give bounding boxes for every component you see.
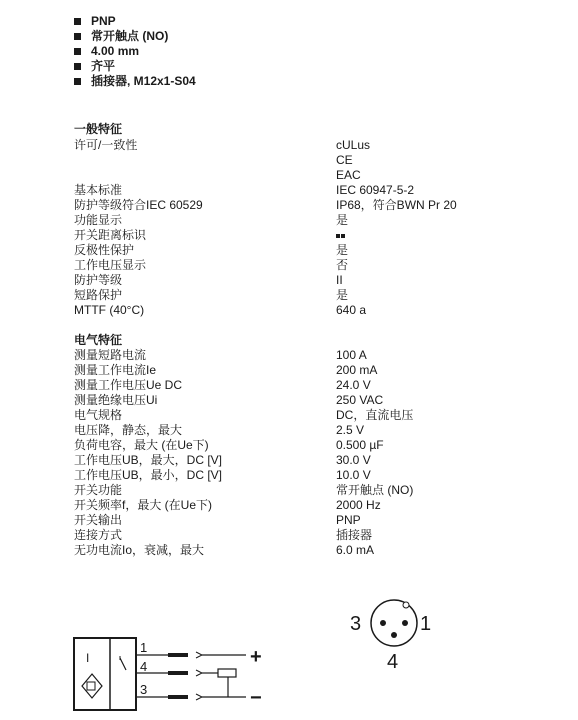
spec-label: MTTF (40°C) xyxy=(74,303,145,317)
spec-label: 工作电压UB，最大，DC [V] xyxy=(74,453,223,467)
spec-label: 工作电压UB，最小，DC [V] xyxy=(74,468,223,482)
spec-row xyxy=(74,288,554,303)
spec-row xyxy=(74,198,554,213)
approval-value: CE xyxy=(336,153,353,167)
spec-row xyxy=(74,243,554,258)
spec-value: 2.5 V xyxy=(336,423,365,437)
feature-item: 常开触点 (NO) xyxy=(74,29,474,44)
spec-value: 插接器 xyxy=(336,528,373,542)
connector-pinout-diagram xyxy=(340,592,440,674)
bullet-square-icon xyxy=(74,33,81,40)
electrical-spec-table xyxy=(74,348,554,558)
sensor-body xyxy=(74,638,136,710)
general-spec-table xyxy=(74,183,554,318)
spec-label: 开关频率f，最大 (在Ue下) xyxy=(74,498,213,512)
plus-terminal-label: + xyxy=(250,646,262,668)
spec-label: 防护等级符合IEC 60529 xyxy=(74,198,203,212)
spec-row xyxy=(74,228,554,243)
spec-value: 常开触点 (NO) xyxy=(336,483,414,497)
pin-1-label: 1 xyxy=(420,613,432,635)
pin-4-dot xyxy=(391,632,397,638)
wire-label-3: 3 xyxy=(140,682,148,697)
wiring-diagram xyxy=(70,636,280,720)
connector-key-notch xyxy=(403,602,409,608)
bullet-square-icon xyxy=(74,63,81,70)
spec-row xyxy=(74,303,554,318)
spec-row xyxy=(74,183,554,198)
spec-label: 电压降，静态，最大 xyxy=(74,423,183,437)
spec-label: 开关功能 xyxy=(74,483,123,497)
spec-label: 电气规格 xyxy=(74,408,123,422)
approval-value: cULus xyxy=(336,138,371,152)
spec-value: 是 xyxy=(336,288,349,302)
spec-value: 是 xyxy=(336,243,349,257)
pin-3-label: 3 xyxy=(350,613,362,635)
general-table xyxy=(74,138,554,153)
spec-label: 无功电流Io，衰减，最大 xyxy=(74,543,205,557)
spec-row xyxy=(74,498,554,513)
pin-1-dot xyxy=(402,620,408,626)
spec-row xyxy=(74,213,554,228)
spec-value: DC，直流电压 xyxy=(336,408,414,422)
feature-item: 4.00 mm xyxy=(74,44,474,59)
general-section-title: 一般特征 xyxy=(74,122,123,136)
spec-label: 开关输出 xyxy=(74,513,123,527)
spec-row xyxy=(74,513,554,528)
spec-row xyxy=(74,348,554,363)
spec-value: 10.0 V xyxy=(336,468,371,482)
spec-row xyxy=(74,408,554,423)
spec-label: 防护等级 xyxy=(74,273,123,287)
spec-row xyxy=(74,483,554,498)
wire-label-4: 4 xyxy=(140,659,148,674)
spec-label: 反极性保护 xyxy=(74,243,135,257)
spec-value: IEC 60947-5-2 xyxy=(336,183,415,197)
spec-row xyxy=(74,393,554,408)
spec-value: 640 a xyxy=(336,303,367,317)
spec-value: 6.0 mA xyxy=(336,543,375,557)
pin-3-dot xyxy=(380,620,386,626)
pin-4-label: 4 xyxy=(387,651,399,673)
spec-row xyxy=(74,363,554,378)
spec-row xyxy=(74,453,554,468)
spec-label: 开关距离标识 xyxy=(74,228,147,242)
switching-distance-marker-icon xyxy=(336,228,346,243)
spec-label: 负荷电容，最大 (在Ue下) xyxy=(74,438,209,452)
switch-contact-icon xyxy=(120,658,126,670)
spec-value: 100 A xyxy=(336,348,367,362)
approval-row xyxy=(74,138,554,153)
approval-value: EAC xyxy=(336,168,361,182)
spec-label: 测量工作电流Ie xyxy=(74,363,157,377)
spec-value: 是 xyxy=(336,213,349,227)
spec-label: 测量绝缘电压Ui xyxy=(74,393,158,407)
bullet-square-icon xyxy=(74,78,81,85)
electrical-section-title: 电气特征 xyxy=(74,333,123,347)
spec-value: 250 VAC xyxy=(336,393,384,407)
inductive-sensor-icon xyxy=(82,674,102,698)
sensor-label: I xyxy=(86,651,90,665)
spec-label: 功能显示 xyxy=(74,213,123,227)
wire-label-1: 1 xyxy=(140,640,148,655)
spec-row xyxy=(74,258,554,273)
spec-row xyxy=(74,528,554,543)
feature-item: PNP xyxy=(74,14,474,29)
spec-label: 测量工作电压Ue DC xyxy=(74,378,183,392)
spec-value: 2000 Hz xyxy=(336,498,381,512)
spec-row xyxy=(74,438,554,453)
bullet-square-icon xyxy=(74,18,81,25)
spec-value: 30.0 V xyxy=(336,453,371,467)
spec-row xyxy=(74,378,554,393)
approval-label: 许可/一致性 xyxy=(74,138,138,152)
load-resistor-icon xyxy=(218,669,236,677)
spec-value: 24.0 V xyxy=(336,378,371,392)
spec-label: 短路保护 xyxy=(74,288,123,302)
spec-value: 200 mA xyxy=(336,363,378,377)
bullet-square-icon xyxy=(74,48,81,55)
spec-label: 测量短路电流 xyxy=(74,348,147,362)
feature-item: 齐平 xyxy=(74,59,474,74)
spec-label: 基本标准 xyxy=(74,183,123,197)
feature-list xyxy=(74,14,474,89)
spec-label: 连接方式 xyxy=(74,528,123,542)
connector-outline xyxy=(371,600,417,646)
spec-row xyxy=(74,468,554,483)
spec-row xyxy=(74,423,554,438)
spec-label: 工作电压显示 xyxy=(74,258,147,272)
minus-terminal-label: − xyxy=(250,687,262,709)
spec-value: 0.500 µF xyxy=(336,438,384,452)
feature-item: 插接器, M12x1-S04 xyxy=(74,74,474,89)
spec-row xyxy=(74,543,554,558)
spec-row xyxy=(74,273,554,288)
spec-value: 否 xyxy=(336,258,349,272)
spec-value: II xyxy=(336,273,343,287)
spec-value: PNP xyxy=(336,513,361,527)
spec-value: IP68，符合BWN Pr 20 xyxy=(336,198,457,212)
